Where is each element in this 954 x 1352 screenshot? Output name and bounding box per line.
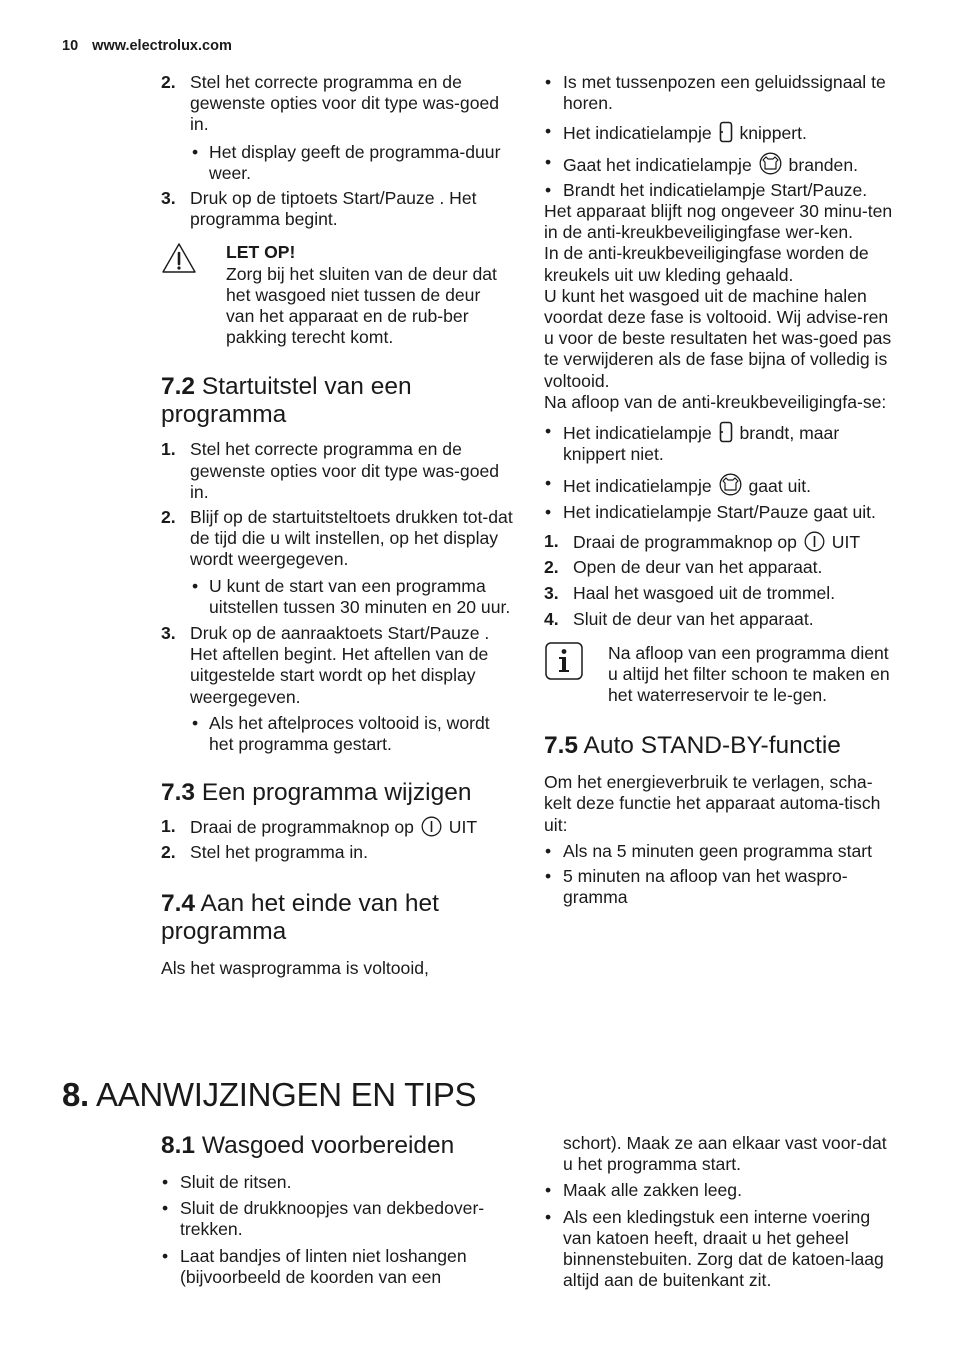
off-position-icon [804,531,825,552]
bullet-text [563,121,896,144]
warning-icon [161,242,197,274]
step-text: Stel het correcte programma en de gewenste opties voor dit type was-goed in. [190,439,500,502]
step-number: 3. [161,188,176,209]
chapter8-right-column [544,1133,896,1291]
website-url: www.electrolux.com [92,38,232,54]
info-icon [545,642,583,680]
step-number: 2. [544,557,559,578]
section-heading-7-5 [544,732,896,760]
section-number: 7.5 [544,732,579,760]
section-heading-7-2 [161,373,513,429]
text-before: Gaat het indicatielampje [563,154,752,175]
warning-text [226,242,513,348]
paragraph: Het apparaat blijft nog ongeveer 30 minu-ten in de anti-kreukbeveiligingfase wer-ken. [544,201,893,243]
step-item [544,531,896,553]
anti-crease-indicator-icon [719,473,742,496]
text-after: knippert. [739,123,807,144]
bullet-text: • Het display geeft de programma-duur weer. [209,141,501,183]
step-item [544,609,896,630]
page-header [62,38,232,54]
bullet-item [544,421,896,465]
chapter-title-text: AANWIJZINGEN EN TIPS [95,1076,477,1113]
step-text: Stel het correcte programma en de gewenste opties voor dit type was-goed in. [190,72,500,135]
bullet-text: • Het indicatielampje Start/Pauze gaat uit. [563,501,876,522]
section-number: 7.3 [161,779,196,807]
bullet-text: • Brandt het indicatielampje Start/Pauze. [563,179,868,200]
warning-title: LET OP! [226,242,296,263]
step-item [161,623,513,708]
bullet-item [161,1198,513,1240]
paragraph: In de anti-kreukbeveiligingfase worden de kreukels uit uw kleding gehaald. [544,243,869,285]
step-text-before: Draai de programmaknop op [573,531,797,552]
bullet-item [544,1180,896,1201]
section-intro: Als het wasprogramma is voltooid, [161,957,429,978]
chapter-number: 8. [62,1076,89,1113]
bullet-item [161,576,513,618]
bullet-text: • U kunt de start van een programma uitstellen tussen 30 minuten en 20 uur. [209,575,511,617]
section-number: 8.1 [161,1132,196,1159]
step-item [161,816,513,838]
section-number: 7.2 [161,373,196,401]
step-item [161,507,513,571]
step-text: Sluit de deur van het apparaat. [573,609,814,630]
step-number: 1. [544,530,559,551]
page-number: 10 [62,38,79,54]
step-text [573,531,896,553]
section-title: Wasgoed voorbereiden [201,1132,455,1159]
bullet-text: • Sluit de ritsen. [180,1172,292,1192]
chapter8-left-column [161,1132,513,1288]
section-number: 7.4 [161,889,196,917]
text-after: gaat uit. [748,476,812,497]
bullet-text: • Als een kledingstuk een interne voering van katoen heeft, draait u het geheel binnenstebuiten. Zorg dat de katoen-laag altijd aan de buitenkant zit. [563,1206,884,1291]
step-number: 3. [161,623,176,644]
step-text: Haal het wasgoed uit de trommel. [573,583,836,604]
step-number: 4. [544,609,559,630]
bullet-item [161,142,513,184]
anti-crease-indicator-icon [759,152,782,175]
text-after: branden. [788,154,859,175]
bullet-item [544,502,896,523]
step-text-before: Draai de programmaknop op [190,817,414,838]
bullet-item [544,841,896,862]
step-number: 2. [161,507,176,528]
section-title: Aan het einde van het programma [161,889,439,945]
bullet-item [544,152,896,176]
step-item [161,842,513,863]
text-after: brandt, maar knippert niet. [563,423,840,465]
bullet-item [544,1207,896,1292]
bullet-text: • 5 minuten na afloop van het waspro-gramma [563,866,848,908]
text-before: Het indicatielampje [563,123,712,144]
step-text-after: UIT [831,531,861,552]
bullet-text: • Is met tussenpozen een geluidssignaal te horen. [563,72,886,114]
text-before: Het indicatielampje [563,476,712,497]
section-title: Auto STAND-BY-functie [583,732,841,760]
bullet-item [161,1172,513,1193]
bullet-text: • Als het aftelproces voltooid is, wordt het programma gestart. [209,712,490,755]
left-column [161,72,513,979]
section-heading-7-4 [161,890,513,946]
right-column [544,72,896,909]
step-text: Open de deur van het apparaat. [573,557,823,578]
step-item [544,557,896,578]
bullet-item [544,180,896,201]
warning-box [161,242,513,348]
bullet-text: • Laat bandjes of linten niet loshangen (bijvoorbeeld de koorden van een [180,1245,467,1287]
bullet-item [161,713,513,755]
step-number: 1. [161,439,176,460]
step-text: Druk op de aanraaktoets Start/Pauze . Het aftellen begint. Het aftellen van de uitgestelde start wordt op het display weergegeven. [190,623,490,707]
step-number: 1. [161,816,176,837]
step-number: 2. [161,842,176,863]
step-item [161,439,513,503]
section-heading-7-3 [161,779,513,807]
bullet-text: • Als na 5 minuten geen programma start [563,840,873,861]
step-text: Stel het programma in. [190,842,368,863]
step-item [161,188,513,230]
paragraph: U kunt het wasgoed uit de machine halen voordat deze fase is voltooid. Wij advise-ren u voor de beste resultaten het was-goed pas te verwijderen als de fase bijna of volledig is voltooid. [544,285,892,391]
section-title: Een programma wijzigen [201,779,472,807]
bullet-item [544,121,896,144]
section-intro: Om het energieverbruik te verlagen, scha-kelt deze functie het apparaat automa-tisch uit: [544,772,881,835]
chapter-title [62,1076,892,1114]
step-text: Blijf op de startuitsteltoets drukken tot-dat de tijd die u wilt instellen, op het display wordt weergegeven. [190,507,513,570]
off-position-icon [421,816,442,837]
section-heading-8-1 [161,1132,513,1160]
door-lock-indicator-icon [719,421,733,443]
step-number: 2. [161,72,176,92]
continued-text: schort). Maak ze aan elkaar vast voor-dat u het programma start. [563,1133,887,1175]
step-text-after: UIT [448,817,478,838]
bullet-text [563,152,896,176]
bullet-text [563,421,896,465]
bullet-item [161,1246,513,1288]
bullet-text: • Sluit de drukknoopjes van dekbedover-trekken. [180,1198,485,1240]
bullet-item [544,72,896,114]
section-title: Startuitstel van een programma [161,373,412,429]
step-text: Druk op de tiptoets Start/Pauze . Het programma begint. [190,188,477,230]
step-item [161,72,513,136]
chapter-heading [62,1076,892,1114]
info-text: Na afloop van een programma dient u altijd het filter schoon te maken en het waterreservoir te le-gen. [608,642,890,706]
step-text [190,816,513,838]
bullet-text [563,473,896,497]
bullet-item [544,866,896,908]
info-box [544,643,896,707]
bullet-item [544,473,896,497]
step-number: 3. [544,583,559,604]
door-lock-indicator-icon [719,121,733,143]
step-item [544,583,896,604]
warning-body: Zorg bij het sluiten van de deur dat het wasgoed niet tussen de deur van het apparaat en de rub-ber pakking terecht komt. [226,263,497,348]
text-before: Het indicatielampje [563,423,712,444]
paragraph: Na afloop van de anti-kreukbeveiligingfa-se: [544,391,887,412]
bullet-text: • Maak alle zakken leeg. [563,1180,742,1201]
